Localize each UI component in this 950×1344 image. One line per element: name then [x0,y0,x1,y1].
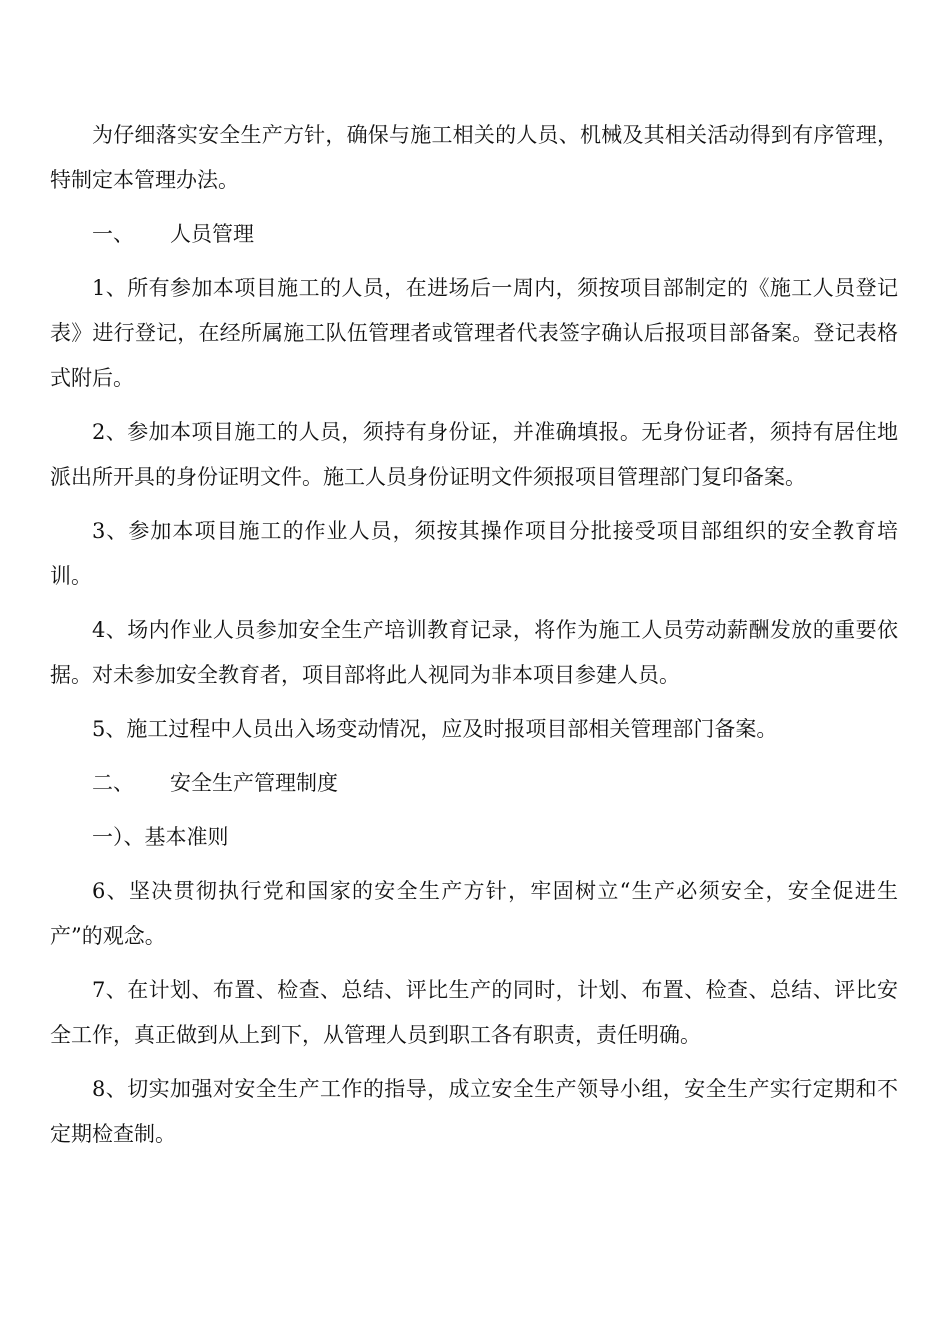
intro-paragraph: 为仔细落实安全生产方针，确保与施工相关的人员、机械及其相关活动得到有序管理，特制定本管理办法。 [50,123,898,192]
section-heading-personnel [50,212,898,257]
clause-paragraph: 6、坚决贯彻执行党和国家的安全生产方针，牢固树立“生产必须安全，安全促进生产”的观念。 [50,879,898,948]
section-title: 安全生产管理制度 [170,771,338,795]
section-title: 人员管理 [170,222,254,246]
section-number: 一、 [92,222,134,246]
clause-paragraph: 8、切实加强对安全生产工作的指导，成立安全生产领导小组，安全生产实行定期和不定期检查制。 [50,1077,898,1146]
section-number: 二、 [92,771,134,795]
clause-paragraph: 5、施工过程中人员出入场变动情况，应及时报项目部相关管理部门备案。 [92,717,778,741]
clause-paragraph: 7、在计划、布置、检查、总结、评比生产的同时，计划、布置、检查、总结、评比安全工作，真正做到从上到下，从管理人员到职工各有职责，责任明确。 [50,978,898,1047]
document-page [50,113,898,1166]
clause-paragraph: 1、所有参加本项目施工的人员，在进场后一周内，须按项目部制定的《施工人员登记表》进行登记，在经所属施工队伍管理者或管理者代表签字确认后报项目部备案。登记表格式附后。 [50,276,898,390]
clause-paragraph: 3、参加本项目施工的作业人员，须按其操作项目分批接受项目部组织的安全教育培训。 [50,519,898,588]
clause-paragraph: 4、场内作业人员参加安全生产培训教育记录，将作为施工人员劳动薪酬发放的重要依据。对未参加安全教育者，项目部将此人视同为非本项目参建人员。 [50,618,898,687]
clause-paragraph: 2、参加本项目施工的人员，须持有身份证，并准确填报。无身份证者，须持有居住地派出所开具的身份证明文件。施工人员身份证明文件须报项目管理部门复印备案。 [50,420,898,489]
subsection-heading: 一）、基本准则 [92,825,229,849]
section-heading-safety [50,761,898,806]
